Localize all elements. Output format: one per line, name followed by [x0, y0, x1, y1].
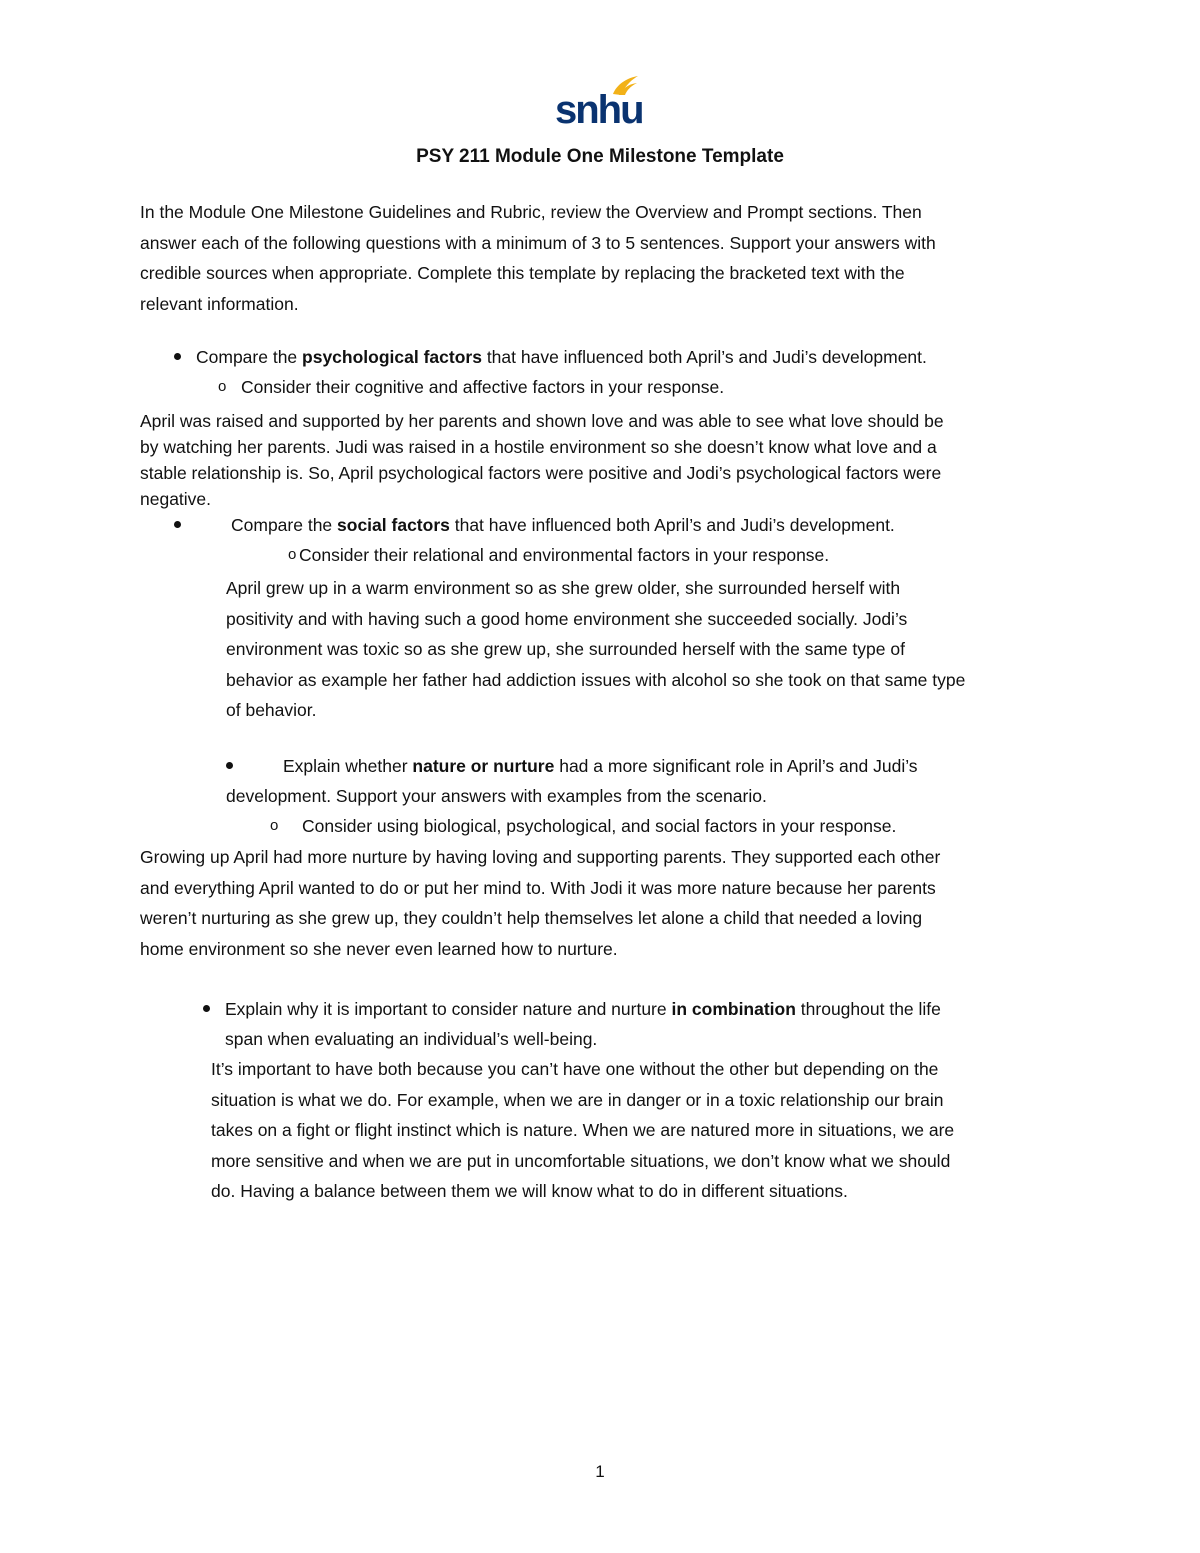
question-keyword: social factors [337, 515, 450, 535]
question-text: that have influenced both April’s and Judi’s development. [449, 515, 895, 535]
answer-line: weren’t nurturing as she grew up, they couldn’t help themselves let alone a child that needed a loving [140, 908, 923, 928]
question-combination-line2: span when evaluating an individual’s well-being. [225, 1029, 598, 1049]
answer-psychological [140, 408, 1080, 512]
answer-line: behavior as example her father had addiction issues with alcohol so she took on that same type [226, 669, 966, 690]
intro-line: credible sources when appropriate. Complete this template by replacing the bracketed text with the [140, 263, 905, 283]
question-social [231, 510, 1091, 540]
answer-line: It’s important to have both because you can’t have one without the other but depending on the [211, 1059, 939, 1079]
answer-line: and everything April wanted to do or put her mind to. With Jodi it was more nature because her parents [140, 877, 936, 898]
answer-line: Growing up April had more nurture by having loving and supporting parents. They supported each other [140, 847, 941, 867]
answer-line: April grew up in a warm environment so as she grew older, she surrounded herself with [226, 578, 901, 598]
answer-line: negative. [140, 489, 212, 509]
answer-line: situation is what we do. For example, when we are in danger or in a toxic relationship our brain [211, 1089, 944, 1110]
sub-bullet-marker: o [270, 817, 279, 834]
answer-line: do. Having a balance between them we will know what to do in different situations. [211, 1181, 848, 1201]
question-keyword: psychological factors [302, 347, 482, 367]
sub-question-social: Consider their relational and environmental factors in your response. [299, 545, 830, 565]
intro-line: In the Module One Milestone Guidelines and Rubric, review the Overview and Prompt sections. Then [140, 202, 922, 222]
answer-line: takes on a fight or flight instinct which is nature. When we are natured more in situations, we are [211, 1120, 955, 1140]
page-number: 1 [595, 1462, 605, 1481]
snhu-logo [555, 74, 643, 132]
answer-line: environment was toxic so as she grew up, she surrounded herself with the same type of [226, 639, 905, 659]
sub-bullet-marker: o [218, 378, 227, 395]
answer-combination [211, 1054, 1091, 1207]
bullet-dot [203, 1005, 210, 1012]
intro-paragraph [140, 197, 1080, 319]
question-combination [225, 994, 1085, 1024]
sub-question-psychological: Consider their cognitive and affective factors in your response. [241, 377, 725, 397]
answer-line: by watching her parents. Judi was raised in a hostile environment so she doesn’t know what love and a [140, 437, 937, 457]
answer-social [226, 573, 1086, 726]
answer-line: of behavior. [226, 700, 317, 720]
answer-line: positivity and with having such a good home environment she succeeded socially. Jodi’s [226, 608, 908, 629]
question-keyword: nature or nurture [412, 756, 555, 776]
question-text: that have influenced both April’s and Judi’s development. [481, 347, 927, 367]
question-text: Compare the [231, 515, 338, 535]
answer-line: home environment so she never even learned how to nurture. [140, 938, 618, 959]
question-nature-nurture [283, 751, 1083, 781]
question-text: Explain why it is important to consider nature and nurture [225, 999, 672, 1019]
intro-line: relevant information. [140, 293, 299, 314]
question-text: throughout the life [795, 999, 941, 1019]
bullet-dot [226, 762, 233, 769]
sub-bullet-marker: o [288, 546, 297, 563]
question-keyword: in combination [671, 999, 796, 1019]
answer-line: stable relationship is. So, April psychological factors were positive and Jodi’s psychological factors were [140, 463, 942, 483]
question-text: had a more significant role in April’s and Judi’s [554, 756, 918, 776]
logo-wordmark: snhu [555, 88, 643, 132]
bullet-dot [174, 353, 181, 360]
answer-line: more sensitive and when we are put in uncomfortable situations, we don’t know what we should [211, 1150, 951, 1171]
question-nature-nurture-line2: development. Support your answers with examples from the scenario. [226, 786, 767, 806]
answer-nature-nurture [140, 842, 1080, 964]
bullet-dot [174, 521, 181, 528]
page-title: PSY 211 Module One Milestone Template [416, 146, 784, 167]
intro-line: answer each of the following questions with a minimum of 3 to 5 sentences. Support your answers with [140, 232, 936, 253]
question-psychological [196, 342, 1096, 372]
question-text: Explain whether [283, 756, 413, 776]
question-text: Compare the [196, 347, 303, 367]
answer-line: April was raised and supported by her parents and shown love and was able to see what love should be [140, 411, 944, 431]
sub-question-nature-nurture: Consider using biological, psychological, and social factors in your response. [302, 816, 897, 836]
